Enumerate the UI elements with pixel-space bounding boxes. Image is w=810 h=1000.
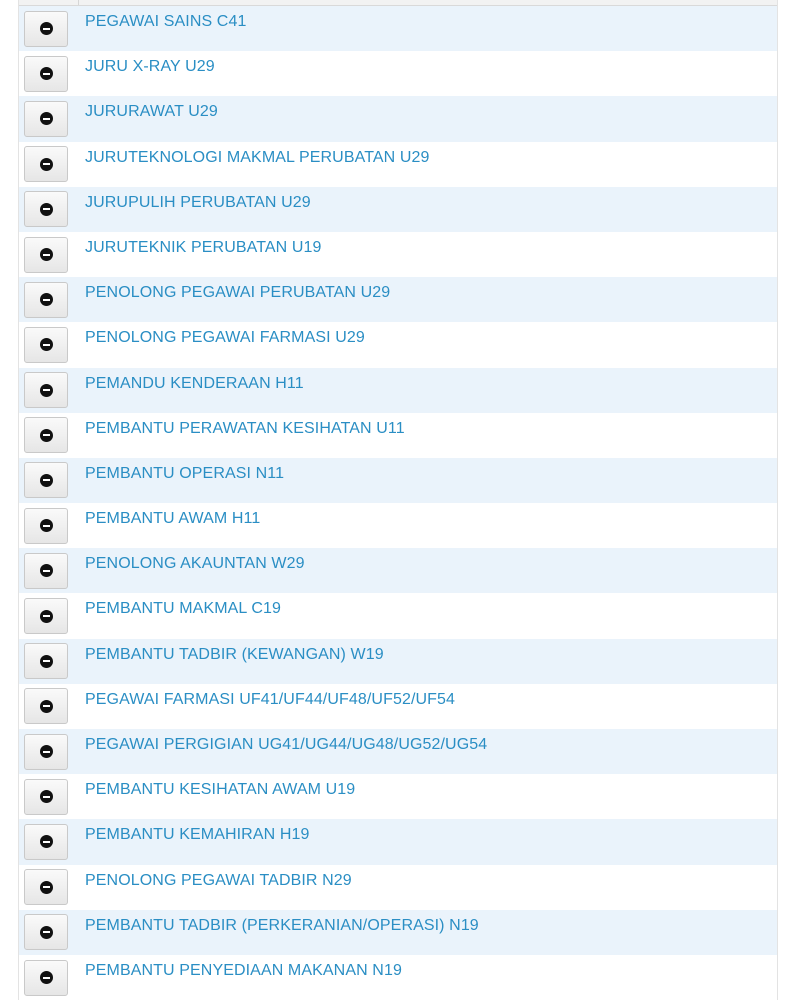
job-title-link[interactable]: PENOLONG PEGAWAI FARMASI U29: [85, 329, 365, 347]
job-title-link[interactable]: PEMBANTU MAKMAL C19: [85, 600, 282, 618]
list-item: [19, 955, 777, 1000]
remove-button-cell: [19, 413, 81, 458]
job-title-link[interactable]: PEMBANTU PERAWATAN KESIHATAN U11: [85, 419, 405, 437]
remove-button[interactable]: [24, 734, 68, 770]
remove-button[interactable]: [24, 237, 68, 273]
job-title-link[interactable]: PEGAWAI PERGIGIAN UG41/UG44/UG48/UG52/UG54: [85, 736, 488, 753]
job-title-link[interactable]: PENOLONG PEGAWAI PERUBATAN U29: [85, 284, 391, 302]
remove-button[interactable]: [24, 462, 68, 498]
minus-circle-icon: [40, 22, 53, 35]
remove-button[interactable]: [24, 508, 68, 544]
list-item: [19, 684, 777, 729]
job-title-link[interactable]: JURUPULIH PERUBATAN U29: [85, 193, 311, 211]
list-item: [19, 548, 777, 593]
list-item: [19, 593, 777, 638]
list-item: [19, 187, 777, 232]
list-item: [19, 368, 777, 413]
remove-button-cell: [19, 51, 81, 96]
remove-button[interactable]: [24, 688, 68, 724]
remove-button[interactable]: [24, 598, 68, 634]
remove-button[interactable]: [24, 191, 68, 227]
job-title-link[interactable]: JURUTEKNIK PERUBATAN U19: [85, 238, 322, 256]
job-title-link[interactable]: PEGAWAI FARMASI UF41/UF44/UF48/UF52/UF54: [85, 690, 456, 708]
job-title-link[interactable]: PEMANDU KENDERAAN H11: [85, 374, 304, 392]
remove-button-cell: [19, 322, 81, 367]
remove-button[interactable]: [24, 146, 68, 182]
minus-circle-icon: [40, 835, 53, 848]
list-item: [19, 910, 777, 955]
remove-button-cell: [19, 503, 81, 548]
job-title-link[interactable]: JURUTEKNOLOGI MAKMAL PERUBATAN U29: [85, 148, 430, 166]
job-title-link[interactable]: PEMBANTU AWAM H11: [85, 510, 261, 528]
job-list-rows: [19, 6, 777, 1000]
column-divider: [78, 0, 79, 5]
remove-button[interactable]: [24, 824, 68, 860]
minus-circle-icon: [40, 384, 53, 397]
remove-button-cell: [19, 187, 81, 232]
list-item: [19, 503, 777, 548]
list-item: [19, 142, 777, 187]
minus-circle-icon: [40, 112, 53, 125]
remove-button-cell: [19, 6, 81, 51]
job-title-link[interactable]: PENOLONG PEGAWAI TADBIR N29: [85, 871, 352, 889]
remove-button-cell: [19, 277, 81, 322]
minus-circle-icon: [40, 203, 53, 216]
remove-button[interactable]: [24, 282, 68, 318]
job-title-link[interactable]: JURU X-RAY U29: [85, 58, 215, 76]
list-item: [19, 232, 777, 277]
remove-button[interactable]: [24, 417, 68, 453]
job-list: [18, 0, 778, 1000]
minus-circle-icon: [40, 971, 53, 984]
minus-circle-icon: [40, 67, 53, 80]
minus-circle-icon: [40, 881, 53, 894]
list-item: [19, 51, 777, 96]
job-title-link[interactable]: PEMBANTU TADBIR (PERKERANIAN/OPERASI) N19: [85, 916, 479, 934]
minus-circle-icon: [40, 248, 53, 261]
remove-button-cell: [19, 593, 81, 638]
minus-circle-icon: [40, 700, 53, 713]
list-item: [19, 96, 777, 141]
list-item: [19, 774, 777, 819]
remove-button-cell: [19, 774, 81, 819]
list-item: [19, 322, 777, 367]
list-item: [19, 413, 777, 458]
remove-button-cell: [19, 232, 81, 277]
remove-button-cell: [19, 910, 81, 955]
job-title-link[interactable]: JURURAWAT U29: [85, 103, 218, 121]
remove-button-cell: [19, 955, 81, 1000]
job-title-link[interactable]: PEMBANTU KEMAHIRAN H19: [85, 826, 310, 844]
list-item: [19, 277, 777, 322]
minus-circle-icon: [40, 926, 53, 939]
minus-circle-icon: [40, 610, 53, 623]
minus-circle-icon: [40, 338, 53, 351]
minus-circle-icon: [40, 745, 53, 758]
remove-button[interactable]: [24, 11, 68, 47]
remove-button[interactable]: [24, 101, 68, 137]
minus-circle-icon: [40, 564, 53, 577]
remove-button-cell: [19, 865, 81, 910]
list-item: [19, 729, 777, 774]
job-title-link[interactable]: PEGAWAI SAINS C41: [85, 13, 247, 30]
remove-button-cell: [19, 96, 81, 141]
remove-button[interactable]: [24, 327, 68, 363]
minus-circle-icon: [40, 474, 53, 487]
job-title-link[interactable]: PEMBANTU KESIHATAN AWAM U19: [85, 781, 356, 799]
job-title-link[interactable]: PENOLONG AKAUNTAN W29: [85, 555, 305, 573]
job-title-link[interactable]: PEMBANTU PENYEDIAAN MAKANAN N19: [85, 961, 402, 979]
remove-button[interactable]: [24, 869, 68, 905]
minus-circle-icon: [40, 655, 53, 668]
minus-circle-icon: [40, 429, 53, 442]
remove-button[interactable]: [24, 372, 68, 408]
minus-circle-icon: [40, 158, 53, 171]
remove-button[interactable]: [24, 56, 68, 92]
list-header-strip: [19, 0, 777, 6]
list-item: [19, 639, 777, 684]
job-title-link[interactable]: PEMBANTU OPERASI N11: [85, 464, 285, 482]
remove-button-cell: [19, 368, 81, 413]
remove-button[interactable]: [24, 914, 68, 950]
list-item: [19, 819, 777, 864]
remove-button-cell: [19, 684, 81, 729]
remove-button[interactable]: [24, 779, 68, 815]
minus-circle-icon: [40, 790, 53, 803]
list-item: [19, 458, 777, 503]
remove-button-cell: [19, 548, 81, 593]
remove-button-cell: [19, 729, 81, 774]
minus-circle-icon: [40, 293, 53, 306]
remove-button[interactable]: [24, 553, 68, 589]
remove-button-cell: [19, 142, 81, 187]
list-item: [19, 865, 777, 910]
remove-button-cell: [19, 639, 81, 684]
list-item: [19, 6, 777, 51]
remove-button-cell: [19, 458, 81, 503]
job-title-link[interactable]: PEMBANTU TADBIR (KEWANGAN) W19: [85, 645, 384, 663]
remove-button[interactable]: [24, 643, 68, 679]
remove-button[interactable]: [24, 960, 68, 996]
remove-button-cell: [19, 819, 81, 864]
minus-circle-icon: [40, 519, 53, 532]
